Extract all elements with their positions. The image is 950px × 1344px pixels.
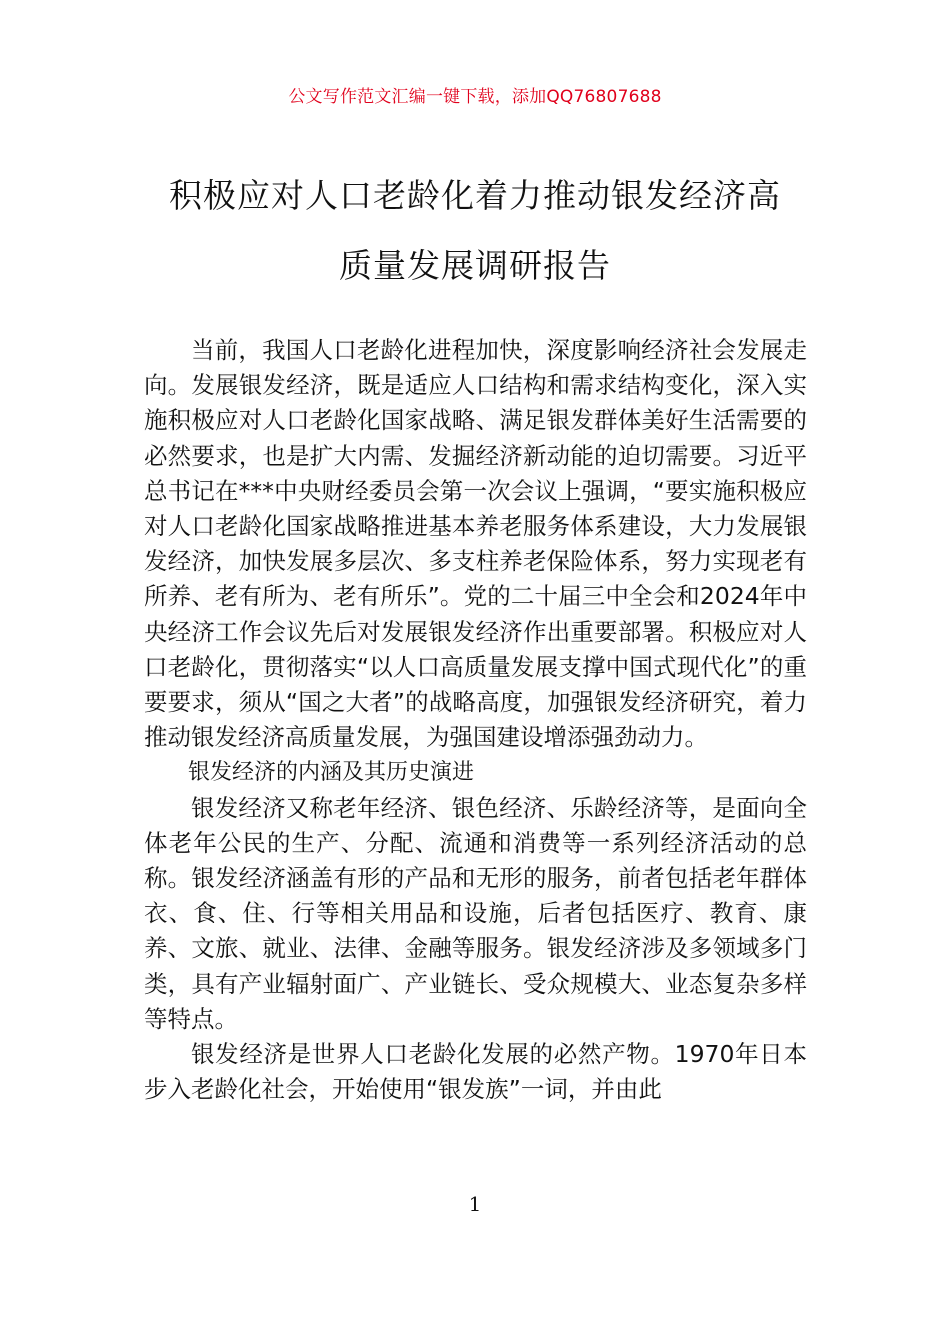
report-title-line-1: 积极应对人口老龄化着力推动银发经济高 — [169, 176, 781, 215]
download-promo-note: 公文写作范文汇编一键下载，添加QQ76807688 — [288, 87, 662, 107]
report-body — [144, 333, 807, 1107]
section-heading-connotation: 银发经济的内涵及其历史演进 — [188, 760, 475, 786]
body-paragraph-intro: 当前，我国人口老龄化进程加快，深度影响经济社会发展走向。发展银发经济，既是适应人口结构和需求结构变化，深入实施积极应对人口老龄化国家战略、满足银发群体美好生活需要的必然要求，也是扩大内需、发掘经济新动能的迫切需要。习近平总书记在***中央财经委员会第一次会议上强调，“要实施积极应对人口老龄化国家战略推进基本养老服务体系建设，大力发展银发经济，加快发展多层次、多支柱养老保险体系，努力实现老有所养、老有所为、老有所乐”。党的二十届三中全会和2024年中央经济工作会议先后对发展银发经济作出重要部署。积极应对人口老龄化，贯彻落实“以人口高质量发展支撑中国式现代化”的重要要求，须从“国之大者”的战略高度，加强银发经济研究，着力推动银发经济高质量发展，为强国建设增添强劲动力。 — [144, 336, 807, 752]
report-title-line-2: 质量发展调研报告 — [339, 246, 611, 285]
page-number: 1 — [468, 1192, 482, 1216]
body-paragraph-history: 银发经济是世界人口老龄化发展的必然产物。1970年日本步入老龄化社会，开始使用“银发族”一词，并由此 — [144, 1040, 807, 1104]
body-paragraph-definition: 银发经济又称老年经济、银色经济、乐龄经济等，是面向全体老年公民的生产、分配、流通和消费等一系列经济活动的总称。银发经济涵盖有形的产品和无形的服务，前者包括老年群体衣、食、住、行等相关用品和设施，后者包括医疗、教育、康养、文旅、就业、法律、金融等服务。银发经济涉及多领域多门类，具有产业辐射面广、产业链长、受众规模大、业态复杂多样等特点。 — [144, 793, 807, 1033]
